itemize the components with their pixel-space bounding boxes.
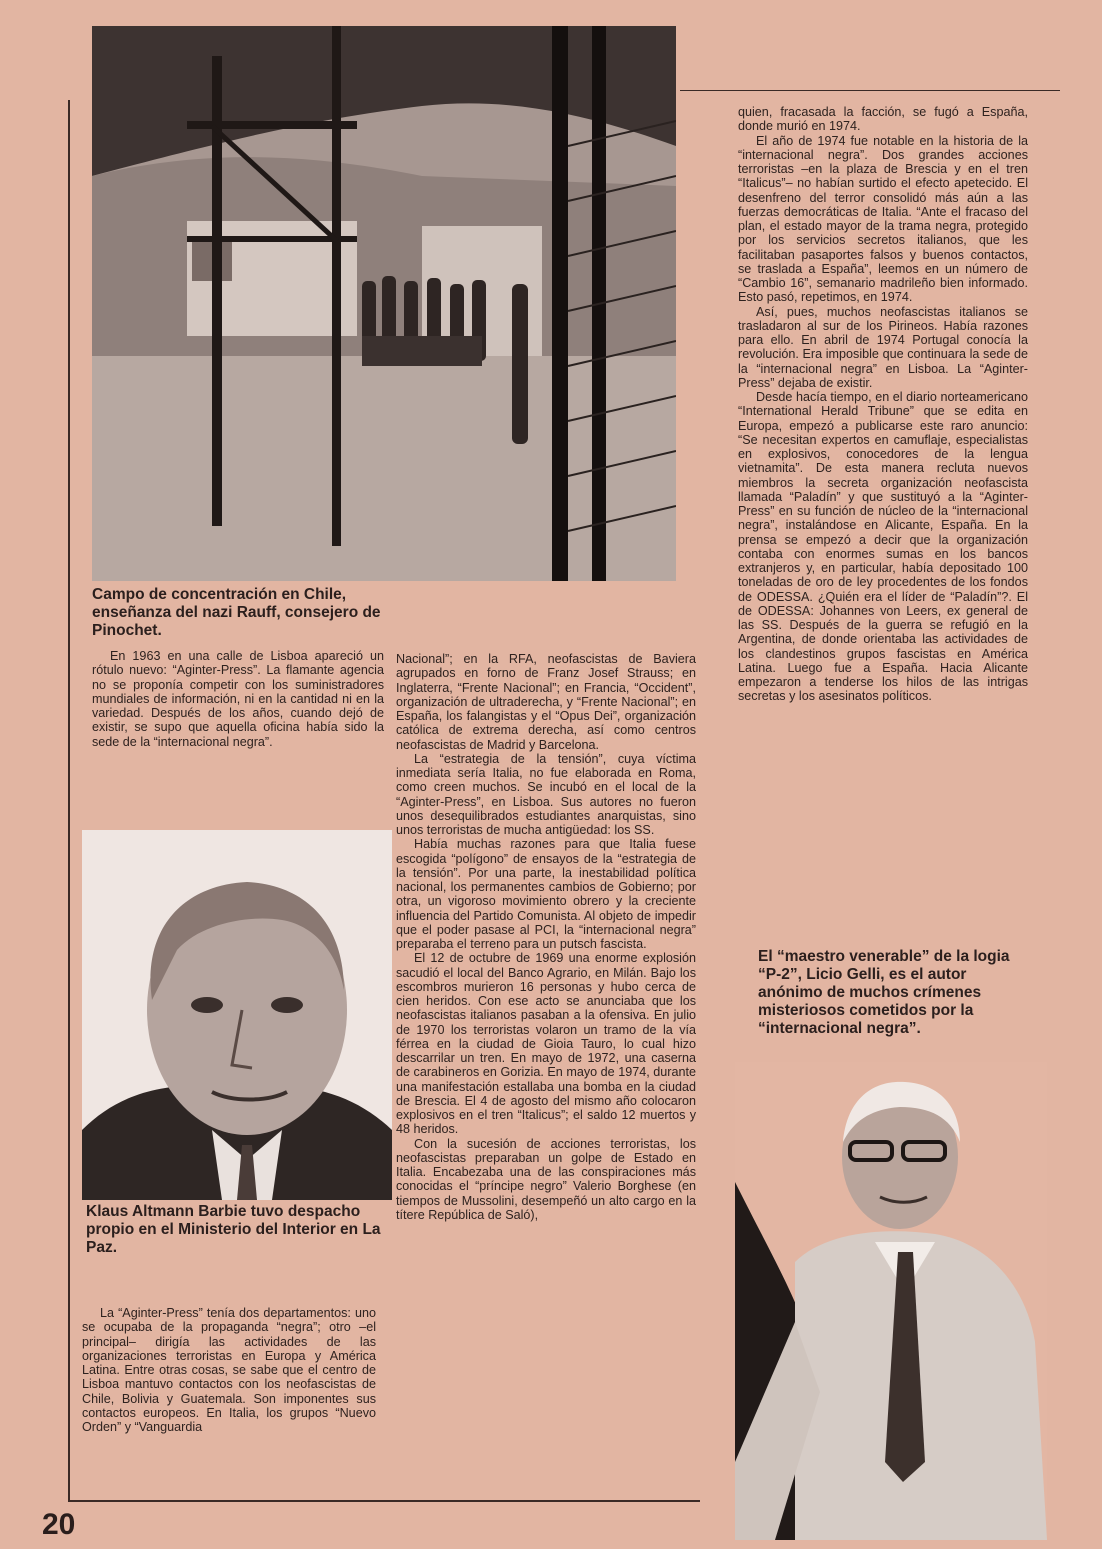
paragraph: Había muchas razones para que Italia fuese escogida “polígono” de ensayos de la “estrategia de la tensión”. Por una parte, la inestabilidad política nacional, los permanentes cambios de Gobierno; por otra, un vigoroso movimiento obrero y la creciente influencia del Partido Comunista. Al objeto de impedir que el poder pasase al PCI, la “internacional negra” preparaba el terreno para un putsch fascista.	[396, 837, 696, 951]
paragraph: En 1963 en una calle de Lisboa apareció un rótulo nuevo: “Aginter-Press”. La flamante agencia no se proponía competir con los suministradores mundiales de información, ni en la cantidad ni en la variedad. Después de los años, cuando dejó de existir, se supo que aquella oficina había sido la sede de la “internacional negra”.	[92, 649, 384, 749]
photo-licio-gelli	[735, 1062, 1047, 1540]
paragraph: El 12 de octubre de 1969 una enorme explosión sacudió el local del Banco Agrario, en Milán. Bajo los escombros murieron 16 personas y hubo cerca de cien heridos. Con ese acto se anunciaba que los neofascistas italianos pasaban a la ofensiva. En julio de 1970 los terroristas volaron un tramo de la vía férrea en la ciudad de Gioia Tauro, lo cual hizo descarrilar un tren. En mayo de 1972, una caserna de carabineros en Gorizia. En mayo de 1974, durante una manifestación estallaba una bomba en la ciudad de Brescia. El 4 de agosto del mismo año colocaron explosivos en el tren “Italicus”; el saldo 12 muertos y 48 heridos.	[396, 951, 696, 1137]
paragraph: quien, fracasada la facción, se fugó a España, donde murió en 1974.	[738, 105, 1028, 134]
paragraph: Nacional”; en la RFA, neofascistas de Baviera agrupados en forno de Franz Josef Strauss; en Inglaterra, “Frente Nacional”; en Francia, “Occident”, organización de ultraderecha, y “Frente Nacional”; en España, los falangistas y el “Opus Dei”, organización católica de extrema derecha, así como centros neofascistas de Madrid y Barcelona.	[396, 652, 696, 752]
paragraph: Con la sucesión de acciones terroristas, los neofascistas preparaban un golpe de Estado en Italia. Encabezaba una de las conspiraciones más conocidas el “príncipe negro” Valerio Borghese (en tiempos de Mussolini, desempeñó un alto cargo en la títere República de Saló),	[396, 1136, 696, 1222]
paragraph: Así, pues, muchos neofascistas italianos se trasladaron al sur de los Pirineos. Había razones para ello. En abril de 1974 Portugal conocía la revolución. Era imposible que continuara la sede de la “internacional negra” en Lisboa. La “Aginter-Press” dejaba de existir.	[738, 304, 1028, 390]
paragraph: El año de 1974 fue notable en la historia de la “internacional negra”. Dos grandes acciones terroristas –en la plaza de Brescia y en el tren “Italicus”– no habían surtido el efecto apetecido. El desenfreno del terror consolidó más aún a las fuerzas democráticas de Italia. “Ante el fracaso del plan, el estado mayor de la trama negra, protegido por los servicios secretos italianos, que les facilitaban pasaportes falsos y buenos contactos, se traslada a España”, leemos en un número de “Cambio 16”, semanario madrileño bien informado. Esto pasó, repetimos, en 1974.	[738, 133, 1028, 305]
camp-photo-illustration	[92, 26, 676, 581]
frame-line-left	[68, 100, 70, 1502]
column-1-bottom	[82, 1306, 376, 1434]
page-number: 20	[42, 1508, 76, 1541]
photo-chile-concentration-camp	[92, 26, 676, 581]
caption-chile-camp: Campo de concentración en Chile, enseñanza del nazi Rauff, consejero de Pinochet.	[92, 586, 381, 639]
column-1-top	[92, 649, 384, 749]
paragraph: La “Aginter-Press” tenía dos departamentos: uno se ocupaba de la propaganda “negra”; otro –el principal– dirigía las actividades de las organizaciones terroristas en Europa y América Latina. Entre otras cosas, se sabe que el centro de Lisboa mantuvo contactos con los neofascistas de Chile, Bolivia y Guatemala. Son imponentes sus contactos europeos. En Italia, los grupos “Nuevo Orden” y “Vanguardia	[82, 1306, 376, 1434]
caption-barbie: Klaus Altmann Barbie tuvo despacho propio en el Ministerio del Interior en La Paz.	[86, 1203, 381, 1256]
column-3	[738, 105, 1028, 704]
frame-line-top-right	[680, 90, 1060, 91]
barbie-portrait-illustration	[82, 830, 392, 1200]
paragraph: La “estrategia de la tensión”, cuya víctima inmediata sería Italia, no fue elaborada en Roma, como creen muchos. Se incubó en el local de la “Aginter-Press”, en Lisboa. Sus autores no fueron unos desequilibrados estudiantes anarquistas, sino unos terroristas de mucha antigüedad: los SS.	[396, 751, 696, 837]
gelli-portrait-illustration	[735, 1062, 1047, 1540]
photo-klaus-barbie	[82, 830, 392, 1200]
caption-gelli: El “maestro venerable” de la logia “P-2”, Licio Gelli, es el autor anónimo de muchos crímenes misteriosos cometidos por la “internacional negra”.	[758, 948, 1010, 1037]
column-2	[396, 652, 696, 1222]
paragraph: Desde hacía tiempo, en el diario norteamericano “International Herald Tribune” que se edita en Europa, empezó a publicarse este raro anuncio: “Se necesitan expertos en camuflaje, especialistas en explosivos, conocedores de la lengua vietnamita”. De esta manera recluta nuevos miembros la secreta organización neofascista llamada “Paladín” y que sustituyó a la “Aginter-Press” en su función de núcleo de la “internacional negra”, instalándose en Alicante, España. En la prensa se empezó a decir que la organización contaba con enormes sumas en los bancos extranjeros y, en particular, había depositado 100 toneladas de oro de ley procedentes de los fondos de ODESSA. ¿Quién era el líder de “Paladín”?. El de ODESSA: Johannes von Leers, ex general de las SS. Después de la guerra se refugió en la Argentina, de donde orientaba las actividades de los clandestinos grupos fascistas en América Latina. Luego fue a España. Hacia Alicante empezaron a tenderse los hilos de las intrigas secretas y los asesinatos políticos.	[738, 390, 1028, 704]
frame-line-bottom	[68, 1500, 700, 1502]
